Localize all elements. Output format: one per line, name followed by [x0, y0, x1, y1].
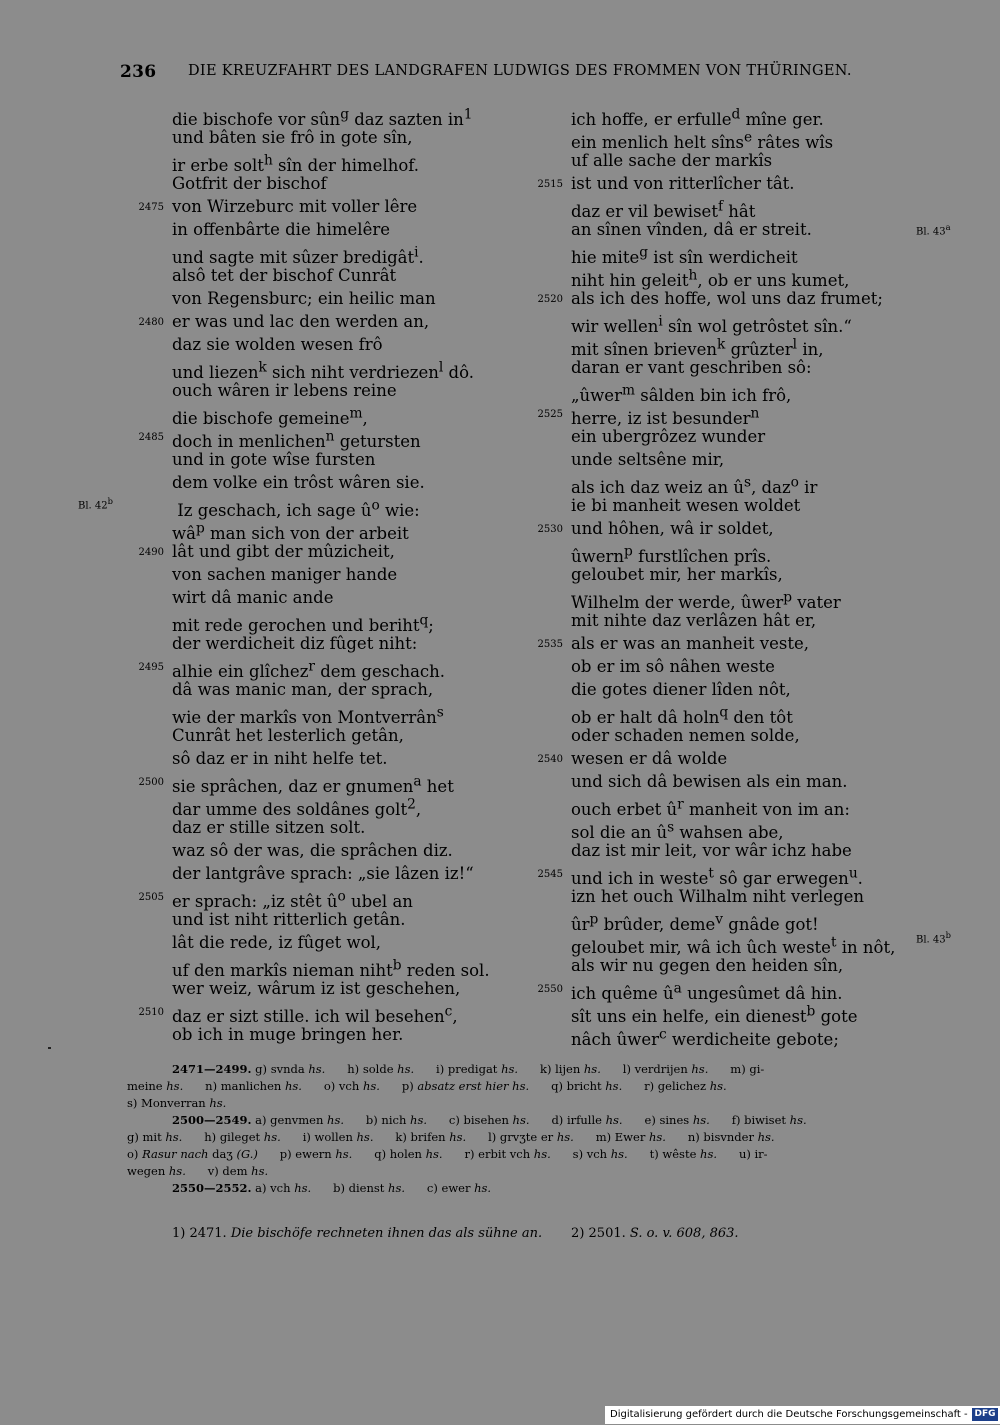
verse-line — [571, 333, 901, 359]
verse-line — [571, 425, 901, 448]
verse-text: an sînen vînden, dâ er streit. — [571, 220, 812, 239]
verse-text: ouch erbet $û^r$ manheit von im an: — [571, 796, 850, 819]
verse-line — [172, 172, 542, 195]
verse-text: unde seltsêne mir, — [571, 450, 725, 469]
variant-note-line: o) Rasur nach daʒ (G.) p) ewern hs. q) holen hs. r) erbit vch hs. s) vch hs. t) wêste hs. u) ir- — [127, 1147, 768, 1161]
verse-line — [571, 586, 901, 612]
verse-line — [172, 701, 542, 727]
verse-line — [172, 839, 542, 862]
verse-text: alsô tet der bischof Cunrât — [172, 266, 397, 285]
verse-text: daz ist mir leit, vor wâr ichz habe — [571, 841, 852, 860]
verse-text: ist und von ritterlîcher tât. — [571, 174, 795, 193]
verse-number: 2495 — [138, 662, 164, 673]
verse-text: $ûr^p$ brûder, deme$^v$ gnâde got! — [571, 911, 819, 934]
verse-line — [172, 609, 542, 635]
verse-line — [138, 770, 542, 796]
verse-text: lât und gibt der mûzicheit, — [172, 542, 395, 561]
verse-line — [571, 241, 901, 267]
verse-line — [172, 126, 542, 149]
verse-line — [571, 839, 901, 862]
verse-line — [172, 517, 542, 543]
verse-line — [172, 724, 542, 747]
footer-text: Digitalisierung gefördert durch die Deutsche Forschungsgemeinschaft - — [610, 1409, 968, 1420]
verse-line — [172, 379, 542, 402]
verse-number: 2530 — [537, 524, 563, 535]
verse-line — [571, 701, 901, 727]
verse-text: die bischofe vor sûn$^g$ daz sazten $in^1$ — [172, 106, 473, 129]
verse-number: 2475 — [138, 202, 164, 213]
verse-line — [571, 770, 901, 793]
verse-line — [571, 724, 901, 747]
verse-line — [172, 471, 542, 494]
verse-line — [571, 885, 901, 908]
verse-line — [172, 103, 542, 129]
verse-line — [172, 241, 542, 267]
verse-text: er was und lac den werden an, — [172, 312, 430, 331]
verse-text: ich quême $û^a$ ungesûmet dâ hin. — [571, 980, 843, 1003]
verse-text: dar umme des soldânes golt$^2$, — [172, 796, 422, 819]
variant-note-line: 2500—2549. a) genvmen hs. b) nich hs. c) bisehen hs. d) irfulle hs. e) sines hs. f) biwiset hs. — [172, 1113, 807, 1127]
verse-text: wirt dâ manic ande — [172, 588, 334, 607]
verse-text: und ist niht ritterlich getân. — [172, 910, 406, 929]
verse-text: und ich in weste$^t$ sô gar erwegen$^u$. — [571, 865, 863, 888]
verse-text: wesen er dâ wolde — [571, 749, 728, 768]
verse-text: geloubet mir, her markîs, — [571, 565, 783, 584]
margin-note-left: Bl. 42$^b$ — [78, 496, 113, 512]
verse-text: sie sprâchen, daz er gnumen$^a$ het — [172, 773, 454, 796]
verse-line — [172, 448, 542, 471]
verse-line — [138, 885, 542, 911]
verse-line — [571, 218, 901, 241]
verse-line — [172, 402, 542, 428]
verse-line — [571, 448, 901, 471]
verse-number: 2535 — [537, 639, 563, 650]
verse-text: sô daz er in niht helfe tet. — [172, 749, 388, 768]
verse-line — [172, 816, 542, 839]
verse-text: sol die an $û^s$ wahsen abe, — [571, 819, 784, 842]
verse-line — [571, 103, 901, 129]
verse-text: als wir nu gegen den heiden sîn, — [571, 956, 844, 975]
verse-line — [571, 609, 901, 632]
verse-text: herre, iz ist besunder$^n$ — [571, 405, 760, 428]
verse-text: izn het ouch Wilhalm niht verlegen — [571, 887, 865, 906]
variant-notes — [127, 1061, 917, 1197]
verse-text: doch in menlichen$^n$ getursten — [172, 428, 421, 451]
verse-text: ob er im sô nâhen weste — [571, 657, 775, 676]
verse-text: ob er halt dâ holn$^q$ den tôt — [571, 704, 793, 727]
margin-note-right-bottom: Bl. 43$^b$ — [916, 930, 951, 946]
verse-line — [571, 908, 901, 934]
verse-text: ie bi manheit wesen woldet — [571, 496, 801, 515]
verse-line — [571, 379, 901, 405]
verse-text: $wâ^p$ man sich von der arbeit — [172, 520, 409, 543]
verse-text: und sich dâ bewisen als ein man. — [571, 772, 848, 791]
verse-line — [571, 678, 901, 701]
verse-line — [571, 195, 901, 221]
verse-text: von Wirzeburc mit voller lêre — [172, 197, 418, 216]
verse-text: mit sînen brieven$^k$ grûzter$^l$ in, — [571, 336, 824, 359]
verse-text: „ûwer$^m$ sâlden bin ich frô, — [571, 382, 792, 405]
verse-line — [571, 1023, 901, 1049]
verse-line — [138, 310, 542, 333]
verse-text: als er was an manheit veste, — [571, 634, 809, 653]
verse-line — [172, 563, 542, 586]
verse-text: geloubet mir, wâ ich ûch weste$^t$ in nôt, — [571, 934, 896, 957]
verse-line — [571, 356, 901, 379]
verse-text: lât die rede, iz fûget wol, — [172, 933, 382, 952]
verse-line — [571, 655, 901, 678]
verse-text: Iz geschach, ich sage $û^o$ wie: — [172, 497, 420, 520]
verse-line — [138, 425, 542, 451]
verse-line — [172, 586, 542, 609]
verse-text: uf alle sache der markîs — [571, 151, 773, 170]
verse-text: mit rede gerochen und beriht$^q$; — [172, 612, 434, 635]
verse-line — [172, 218, 542, 241]
verse-text: der lantgrâve sprach: „sie lâzen iz!“ — [172, 864, 474, 883]
verse-text: die bischofe gemeine$^m$, — [172, 405, 368, 428]
verse-line — [571, 931, 901, 957]
verse-line — [172, 908, 542, 931]
page-speck — [48, 1047, 51, 1049]
verse-line — [571, 471, 901, 497]
verse-number: 2500 — [138, 777, 164, 788]
verse-text: ich hoffe, er erfulle$^d$ mîne ger. — [571, 106, 824, 129]
verse-text: ir erbe solt$^h$ sîn der himelhof. — [172, 152, 420, 175]
verse-text: daran er vant geschriben sô: — [571, 358, 812, 377]
verse-text: daz sie wolden wesen frô — [172, 335, 383, 354]
running-title: DIE KREUZFAHRT DES LANDGRAFEN LUDWIGS DES FROMMEN VON THÜRINGEN. — [188, 63, 852, 79]
verse-line — [172, 287, 542, 310]
verse-line — [172, 793, 542, 819]
verse-text: oder schaden nemen solde, — [571, 726, 800, 745]
verse-line — [537, 287, 901, 310]
verse-line — [172, 977, 542, 1000]
verse-line — [138, 540, 542, 563]
verse-line — [537, 747, 901, 770]
verse-number: 2540 — [537, 754, 563, 765]
verse-line — [571, 540, 901, 566]
verse-text: ûwern$^p$ furstlîchen prîs. — [571, 543, 772, 566]
verse-text: als ich des hoffe, wol uns daz frumet; — [571, 289, 883, 308]
verse-number: 2545 — [537, 869, 563, 880]
verse-line — [172, 931, 542, 954]
verse-number: 2485 — [138, 432, 164, 443]
verse-text: daz er vil bewiset$^f$ hât — [571, 198, 756, 221]
verse-text: daz er stille sitzen solt. — [172, 818, 366, 837]
verse-number: 2510 — [138, 1007, 164, 1018]
verse-text: und in gote wîse fursten — [172, 450, 376, 469]
verse-line — [172, 149, 542, 175]
verse-line — [571, 149, 901, 172]
variant-note-line: g) mit hs. h) gileget hs. i) wollen hs. k) brifen hs. l) grvʒte er hs. m) Ewer hs. n) bisvnder hs. — [127, 1130, 775, 1144]
verse-line — [138, 195, 542, 218]
verse-line — [537, 172, 901, 195]
verse-number: 2520 — [537, 294, 563, 305]
variant-note-line: meine hs. n) manlichen hs. o) vch hs. p) absatz erst hier hs. q) bricht hs. r) gelichez hs. — [127, 1079, 727, 1093]
verse-text: ob ich in muge bringen her. — [172, 1025, 404, 1044]
verse-line — [172, 356, 542, 382]
verse-line — [172, 678, 542, 701]
verse-text: wie der markîs von Montverrân$^s$ — [172, 704, 444, 727]
verse-line — [537, 862, 901, 888]
verse-text: von Regensburc; ein heilic man — [172, 289, 436, 308]
verse-line — [172, 862, 542, 885]
footnotes: 1) 2471. Die bischöfe rechneten ihnen das als sühne an. 2) 2501. S. o. v. 608, 863. — [172, 1226, 739, 1241]
verse-line — [537, 977, 901, 1003]
verse-line — [571, 816, 901, 842]
verse-text: er sprach: „iz stêt $û^o$ ubel an — [172, 888, 413, 911]
right-verse-column — [537, 103, 901, 1049]
verse-line — [138, 1000, 542, 1026]
verse-text: ein menlich helt sîns$^e$ râtes wîs — [571, 129, 834, 152]
verse-line — [571, 563, 901, 586]
verse-line — [571, 793, 901, 819]
verse-text: in offenbârte die himelêre — [172, 220, 390, 239]
verse-text: der werdicheit diz fûget niht: — [172, 634, 418, 653]
verse-line — [537, 517, 901, 540]
variant-note-line: 2550—2552. a) vch hs. b) dienst hs. c) ewer hs. — [172, 1181, 492, 1195]
verse-text: uf den markîs nieman niht$^b$ reden sol. — [172, 957, 490, 980]
verse-line — [571, 954, 901, 977]
verse-line — [571, 126, 901, 152]
page-header — [120, 62, 860, 86]
verse-text: von sachen maniger hande — [172, 565, 398, 584]
verse-line — [571, 1000, 901, 1026]
verse-text: alhie ein glîchez$^r$ dem geschach. — [172, 658, 446, 681]
verse-text: und liezen$^k$ sich niht verdriezen$^l$ dô. — [172, 359, 474, 382]
verse-text: als ich daz weiz an $û^s$, daz$^o$ ir — [571, 474, 818, 497]
verse-text: dem volke ein trôst wâren sie. — [172, 473, 425, 492]
verse-text: ein ubergrôzez wunder — [571, 427, 766, 446]
verse-text: waz sô der was, die sprâchen diz. — [172, 841, 453, 860]
variant-note-line: wegen hs. v) dem hs. — [127, 1164, 269, 1178]
digitization-footer — [605, 1406, 1000, 1424]
verse-text: niht hin geleit$^h$, ob er uns kumet, — [571, 267, 850, 290]
verse-line — [172, 264, 542, 287]
verse-number: 2525 — [537, 409, 563, 420]
margin-note-right-top: Bl. 43$^a$ — [916, 222, 951, 238]
verse-line — [571, 494, 901, 517]
verse-text: hie mite$^g$ ist sîn werdicheit — [571, 244, 798, 267]
verse-text: sît uns ein helfe, ein dienest$^b$ gote — [571, 1003, 858, 1026]
verse-number: 2480 — [138, 317, 164, 328]
verse-line — [571, 264, 901, 290]
verse-text: dâ was manic man, der sprach, — [172, 680, 434, 699]
verse-text: und hôhen, wâ ir soldet, — [571, 519, 774, 538]
dfg-logo-icon: DFG — [972, 1408, 998, 1421]
verse-line — [172, 1023, 542, 1046]
verse-line — [172, 333, 542, 356]
verse-text: und bâten sie frô in gote sîn, — [172, 128, 413, 147]
verse-number: 2490 — [138, 547, 164, 558]
verse-number: 2550 — [537, 984, 563, 995]
verse-text: Wilhelm der werde, ûwer$^p$ vater — [571, 589, 841, 612]
verse-number: 2505 — [138, 892, 164, 903]
verse-text: und sagte mit sûzer bredigât$^i$. — [172, 244, 424, 267]
verse-line — [172, 494, 542, 520]
verse-text: Gotfrit der bischof — [172, 174, 327, 193]
verse-text: wer weiz, wârum iz ist geschehen, — [172, 979, 461, 998]
page-number: 236 — [120, 62, 157, 82]
verse-line — [172, 954, 542, 980]
verse-text: mit nihte daz verlâzen hât er, — [571, 611, 817, 630]
verse-line — [138, 655, 542, 681]
left-verse-column — [138, 103, 542, 1046]
verse-line — [537, 402, 901, 428]
variant-note-line: s) Monverran hs. — [127, 1096, 227, 1110]
verse-line — [172, 632, 542, 655]
verse-text: Cunrât het lesterlich getân, — [172, 726, 404, 745]
verse-line — [172, 747, 542, 770]
verse-text: nâch ûwer$^c$ werdicheite gebote; — [571, 1026, 839, 1049]
verse-text: ouch wâren ir lebens reine — [172, 381, 397, 400]
verse-text: die gotes diener lîden nôt, — [571, 680, 791, 699]
verse-text: wir wellen$^i$ sîn wol getrôstet sîn.“ — [571, 313, 852, 336]
verse-number: 2515 — [537, 179, 563, 190]
verse-line — [537, 632, 901, 655]
verse-text: daz er sizt stille. ich wil besehen$^c$, — [172, 1003, 458, 1026]
verse-line — [571, 310, 901, 336]
variant-note-line: 2471—2499. g) svnda hs. h) solde hs. i) predigat hs. k) lijen hs. l) verdrijen hs. m) gi- — [172, 1062, 765, 1076]
